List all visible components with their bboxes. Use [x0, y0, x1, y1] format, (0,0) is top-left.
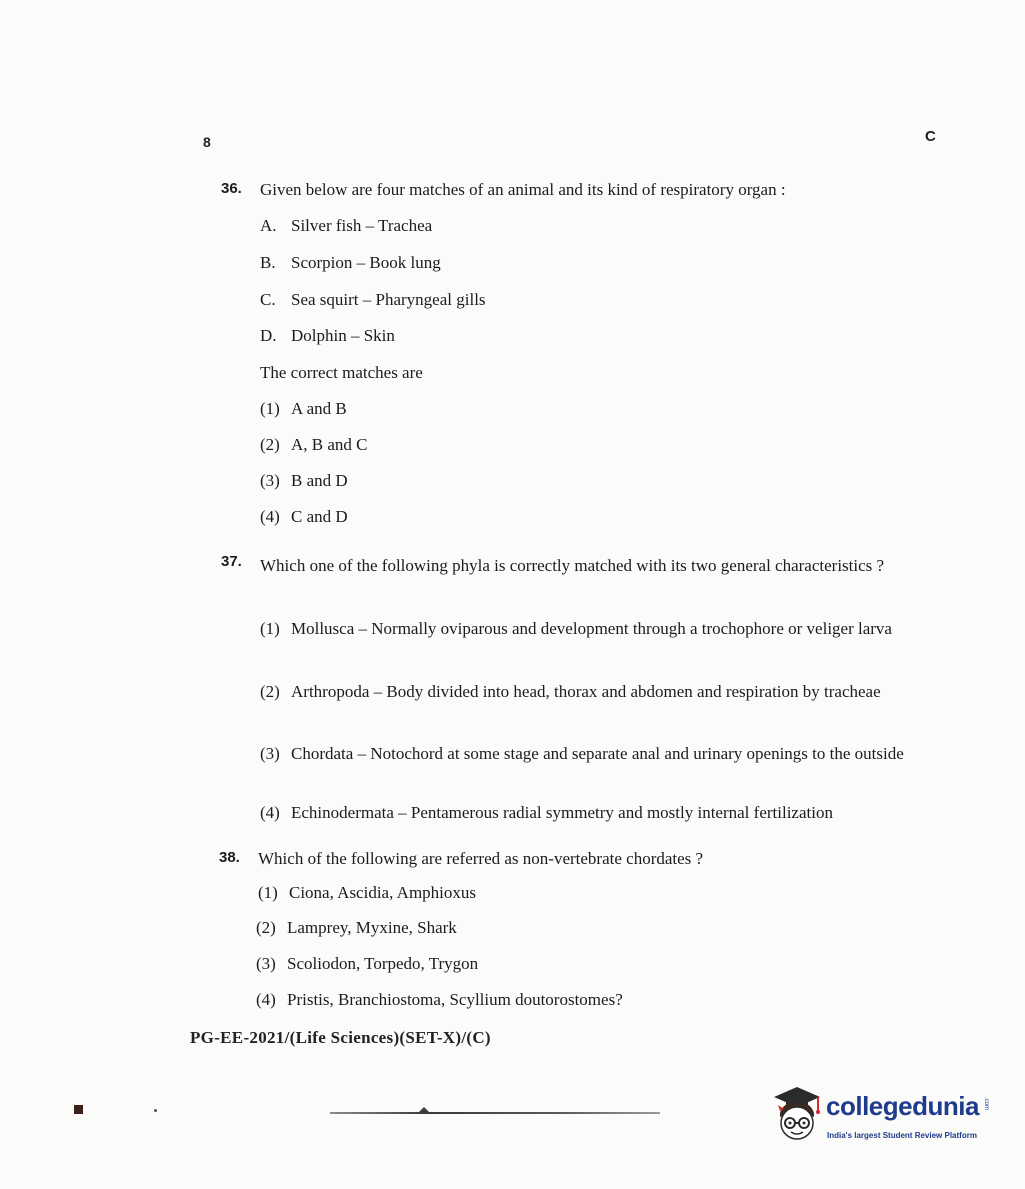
option-text: Scoliodon, Torpedo, Trygon [287, 954, 479, 973]
scan-mark [74, 1105, 83, 1114]
logo-wordmark: collegedunia [826, 1091, 979, 1121]
option-number: (2) [260, 682, 280, 701]
statement-c [260, 290, 486, 310]
option-4[interactable] [256, 990, 623, 1010]
option-number: (2) [260, 435, 280, 454]
option-number: (3) [260, 471, 280, 490]
option-3[interactable] [260, 741, 914, 767]
option-3[interactable] [256, 954, 478, 974]
option-text: Arthropoda – Body divided into head, thorax and abdomen and respiration by tracheae [291, 682, 881, 701]
option-text: A and B [291, 399, 347, 418]
question-number: 36. [221, 180, 242, 197]
statement-d [260, 326, 395, 346]
option-1[interactable] [260, 399, 347, 419]
option-text: Ciona, Ascidia, Amphioxus [289, 883, 476, 902]
option-4[interactable] [260, 803, 833, 823]
option-text: Chordata – Notochord at some stage and separate anal and urinary openings to the outside [291, 744, 904, 763]
question-stem: Which one of the following phyla is correctly matched with its two general characteristics ? [260, 556, 885, 575]
option-number: (2) [256, 918, 276, 937]
option-number: (1) [260, 399, 280, 418]
option-text: Lamprey, Myxine, Shark [287, 918, 457, 937]
option-text: Pristis, Branchiostoma, Scyllium doutorostomes? [287, 990, 623, 1009]
statement-text: Scorpion – Book lung [291, 253, 441, 272]
option-3[interactable] [260, 471, 348, 491]
option-1[interactable] [258, 883, 476, 903]
statement-text: Sea squirt – Pharyngeal gills [291, 290, 486, 309]
paper-code: PG-EE-2021/(Life Sciences)(SET-X)/(C) [190, 1028, 491, 1047]
statement-label: A. [260, 216, 277, 235]
statement-a [260, 216, 432, 236]
option-text: C and D [291, 507, 348, 526]
option-number: (4) [256, 990, 276, 1009]
question-number: 38. [219, 849, 240, 866]
option-text: B and D [291, 471, 348, 490]
logo-tld: .com [983, 1097, 989, 1111]
question-prompt: The correct matches are [260, 363, 423, 382]
footer-rule-notch [418, 1107, 430, 1113]
statement-label: D. [260, 326, 277, 345]
option-number: (4) [260, 803, 280, 822]
option-number: (3) [256, 954, 276, 973]
option-number: (1) [260, 619, 280, 638]
statement-label: B. [260, 253, 276, 272]
option-text: A, B and C [291, 435, 368, 454]
logo-tagline: India's largest Student Review Platform [827, 1131, 977, 1140]
statement-b [260, 253, 441, 273]
set-code: C [925, 128, 936, 145]
option-2[interactable] [256, 918, 457, 938]
collegedunia-logo [770, 1083, 1000, 1153]
option-1[interactable] [260, 616, 914, 642]
scan-dot [154, 1109, 157, 1112]
question-stem: Which of the following are referred as non-vertebrate chordates ? [258, 849, 704, 868]
page-number: 8 [203, 134, 211, 150]
option-text: Mollusca – Normally oviparous and development through a trochophore or veliger larva [291, 619, 892, 638]
option-2[interactable] [260, 679, 914, 705]
option-text: Echinodermata – Pentamerous radial symmetry and mostly internal fertilization [291, 803, 833, 822]
statement-text: Silver fish – Trachea [291, 216, 433, 235]
student-mascot-icon [770, 1083, 824, 1153]
footer-rule [330, 1112, 660, 1114]
statement-label: C. [260, 290, 276, 309]
option-4[interactable] [260, 507, 348, 527]
option-number: (4) [260, 507, 280, 526]
question-stem: Given below are four matches of an animal and its kind of respiratory organ : [260, 180, 786, 199]
question-number: 37. [221, 553, 242, 570]
statement-text: Dolphin – Skin [291, 326, 395, 345]
option-2[interactable] [260, 435, 368, 455]
option-number: (1) [258, 883, 278, 902]
option-number: (3) [260, 744, 280, 763]
